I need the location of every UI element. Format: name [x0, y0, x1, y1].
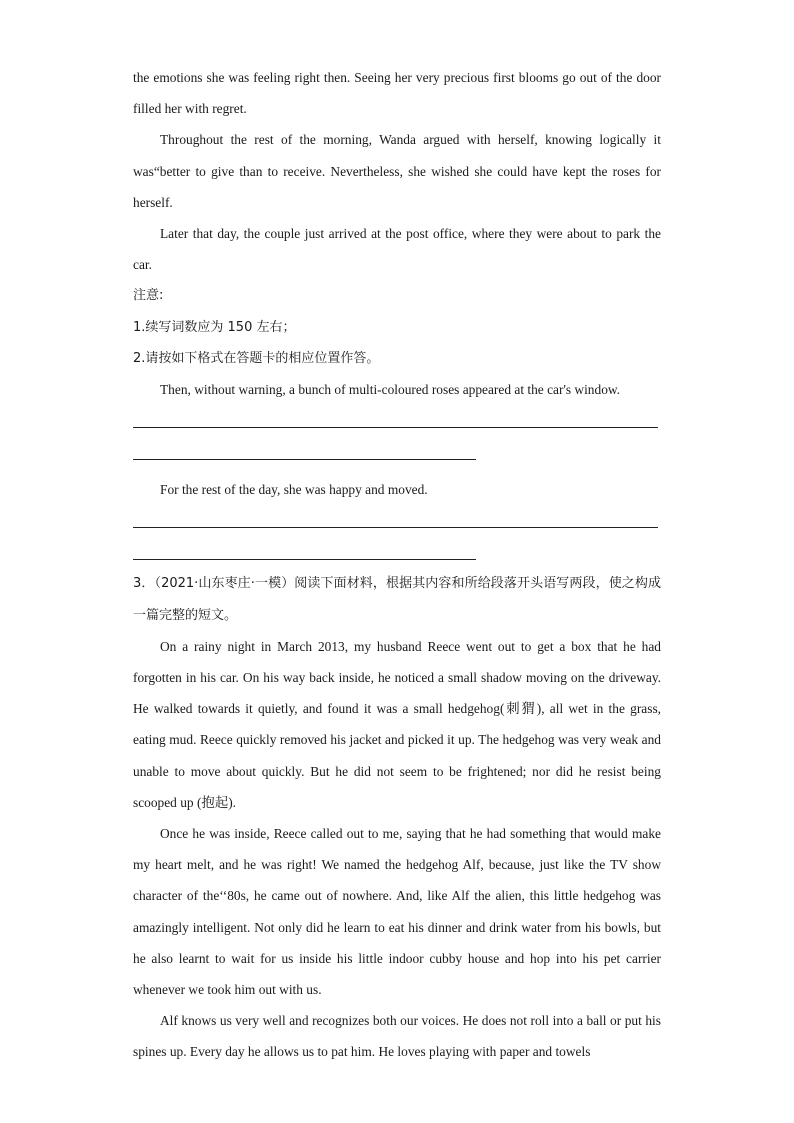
story-paragraph: Later that day, the couple just arrived at the post office, where they were about to park the car. [133, 226, 661, 273]
continuation-prompt-1: Then, without warning, a bunch of multi-coloured roses appeared at the car's window. [160, 382, 621, 398]
note-item: 1.续写词数应为 150 左右； [133, 319, 296, 335]
note-item: 2.请按如下格式在答题卡的相应位置作答。 [133, 350, 380, 366]
question-3-header: 3．（2021·山东枣庄·一模）阅读下面材料，根据其内容和所给段落开头语写两段，使之构成一篇完整的短文。 [133, 576, 661, 623]
story-paragraph: the emotions she was feeling right then. Seeing her very precious first blooms go out of the door filled her with regret. [133, 70, 661, 117]
document-page [133, 62, 661, 1068]
passage-paragraph: Alf knows us very well and recognizes both our voices. He does not roll into a ball or put his spines up. Every day he allows us to pat him. He loves playing with paper and towels [133, 1013, 661, 1060]
story-paragraph: Throughout the rest of the morning, Wanda argued with herself, knowing logically it was“better to give than to receive. Nevertheless, she wished she could have kept the roses for herself. [133, 132, 661, 210]
continuation-prompt-2: For the rest of the day, she was happy and moved. [160, 482, 428, 498]
passage-paragraph: On a rainy night in March 2013, my husband Reece went out to get a box that he had forgotten in his car. On his way back inside, he noticed a small shadow moving on the driveway. He walked towards it quietly, and found it was a small hedgehog(刺猬), all wet in the grass, eating mud. Reece quickly removed his jacket and picked it up. The hedgehog was very weak and unable to move about quickly. But he did not seem to be frightened; nor did he resist being scooped up (抱起). [133, 638, 661, 810]
passage-paragraph: Once he was inside, Reece called out to me, saying that he had something that would make my heart melt, and he was right! We named the hedgehog Alf, because, just like the TV show character of the‘‘80s, he came out of nowhere. And, like Alf the alien, this little hedgehog was amazingly intelligent. Not only did he learn to eat his dinner and drink water from his bowls, but he also learnt to wait for us inside his little indoor cubby house and hop into his pet carrier whenever we took him out with us. [133, 826, 661, 998]
notes-title: 注意: [133, 288, 164, 304]
